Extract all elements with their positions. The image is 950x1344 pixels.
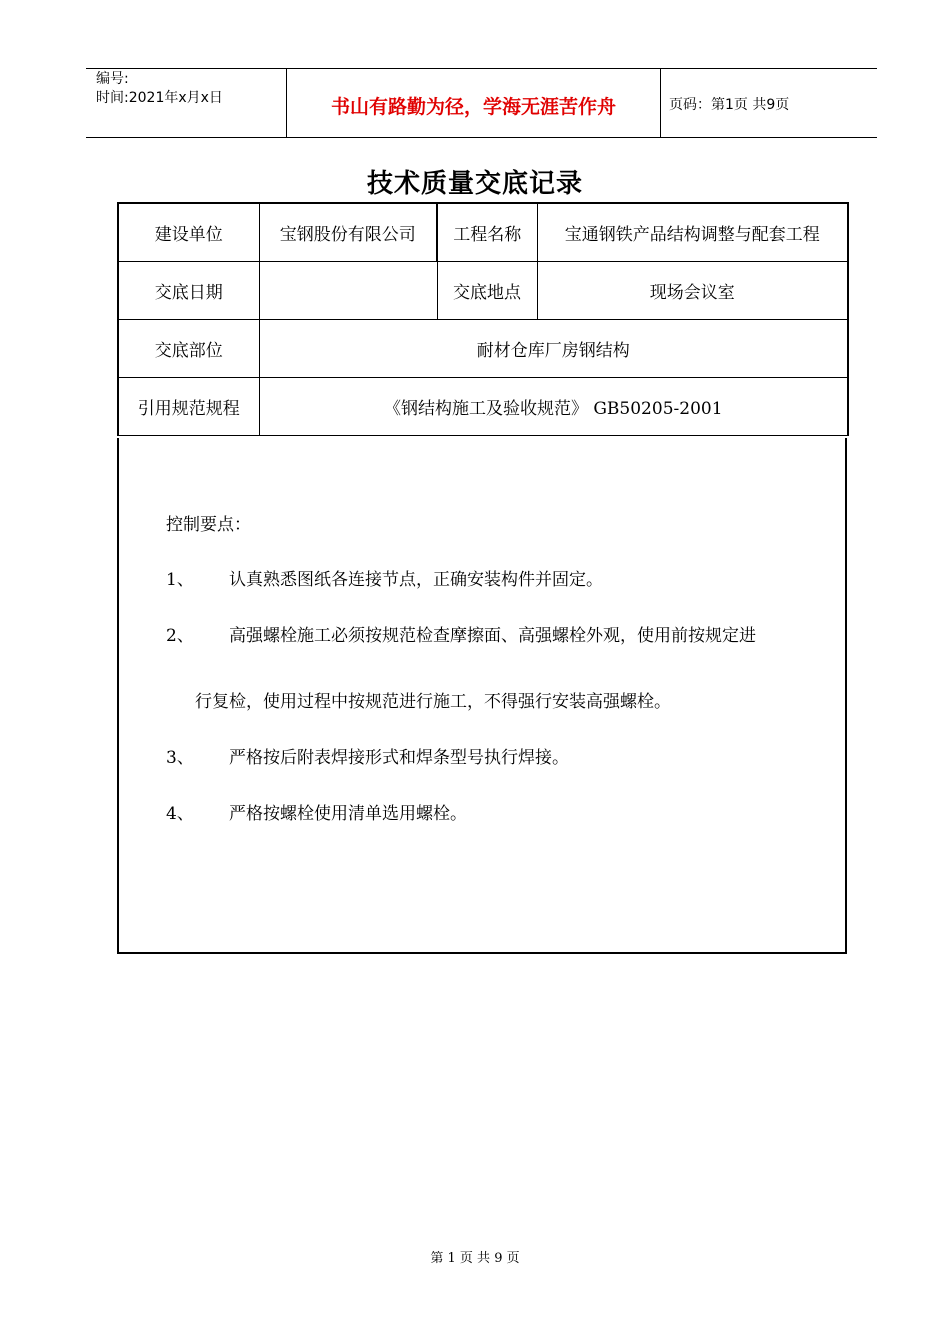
- briefing-part-value: 耐材仓库厂房钢结构: [259, 320, 848, 378]
- item-number: 2、: [166, 626, 194, 646]
- project-name-label: 工程名称: [437, 203, 537, 262]
- briefing-location-value: 现场会议室: [537, 262, 848, 320]
- item-text: 高强螺栓施工必须按规范检查摩擦面、高强螺栓外观，使用前按规定进: [229, 626, 756, 646]
- table-row: [118, 203, 848, 262]
- page-footer: 第 1 页 共 9 页: [430, 1251, 520, 1266]
- info-table: [117, 202, 849, 436]
- item-number: 3、: [166, 748, 194, 768]
- header-motto: 书山有路勤为径，学海无涯苦作舟: [287, 69, 661, 137]
- table-row: [118, 262, 848, 320]
- content-heading: 控制要点：: [166, 515, 251, 535]
- item-number: 1、: [166, 570, 194, 590]
- briefing-part-label: 交底部位: [118, 320, 259, 378]
- document-title: 技术质量交底记录: [366, 169, 583, 199]
- construction-unit-label: 建设单位: [118, 203, 259, 262]
- page-header: [86, 68, 877, 138]
- briefing-location-label: 交底地点: [437, 262, 537, 320]
- header-meta: [86, 69, 287, 137]
- standard-label: 引用规范规程: [118, 378, 259, 436]
- item-text-continued: 行复检，使用过程中按规范进行施工，不得强行安装高强螺栓。: [195, 692, 671, 712]
- serial-label: 编号:: [96, 71, 129, 87]
- item-text: 严格按螺栓使用清单选用螺栓。: [229, 804, 467, 824]
- briefing-date-value: [259, 262, 437, 320]
- item-text: 严格按后附表焊接形式和焊条型号执行焊接。: [229, 748, 569, 768]
- time-label: 时间:2021年x月x日: [96, 90, 223, 106]
- briefing-date-label: 交底日期: [118, 262, 259, 320]
- table-row: [118, 320, 848, 378]
- header-page-info: 页码：第1页 共9页: [669, 97, 790, 113]
- construction-unit-value: 宝钢股份有限公司: [259, 203, 437, 262]
- item-number: 4、: [166, 804, 194, 824]
- project-name-value: 宝通钢铁产品结构调整与配套工程: [537, 203, 848, 262]
- table-row: [118, 378, 848, 436]
- content-box: [117, 438, 847, 954]
- item-text: 认真熟悉图纸各连接节点，正确安装构件并固定。: [229, 570, 603, 590]
- standard-value: 《钢结构施工及验收规范》 GB50205-2001: [259, 378, 848, 436]
